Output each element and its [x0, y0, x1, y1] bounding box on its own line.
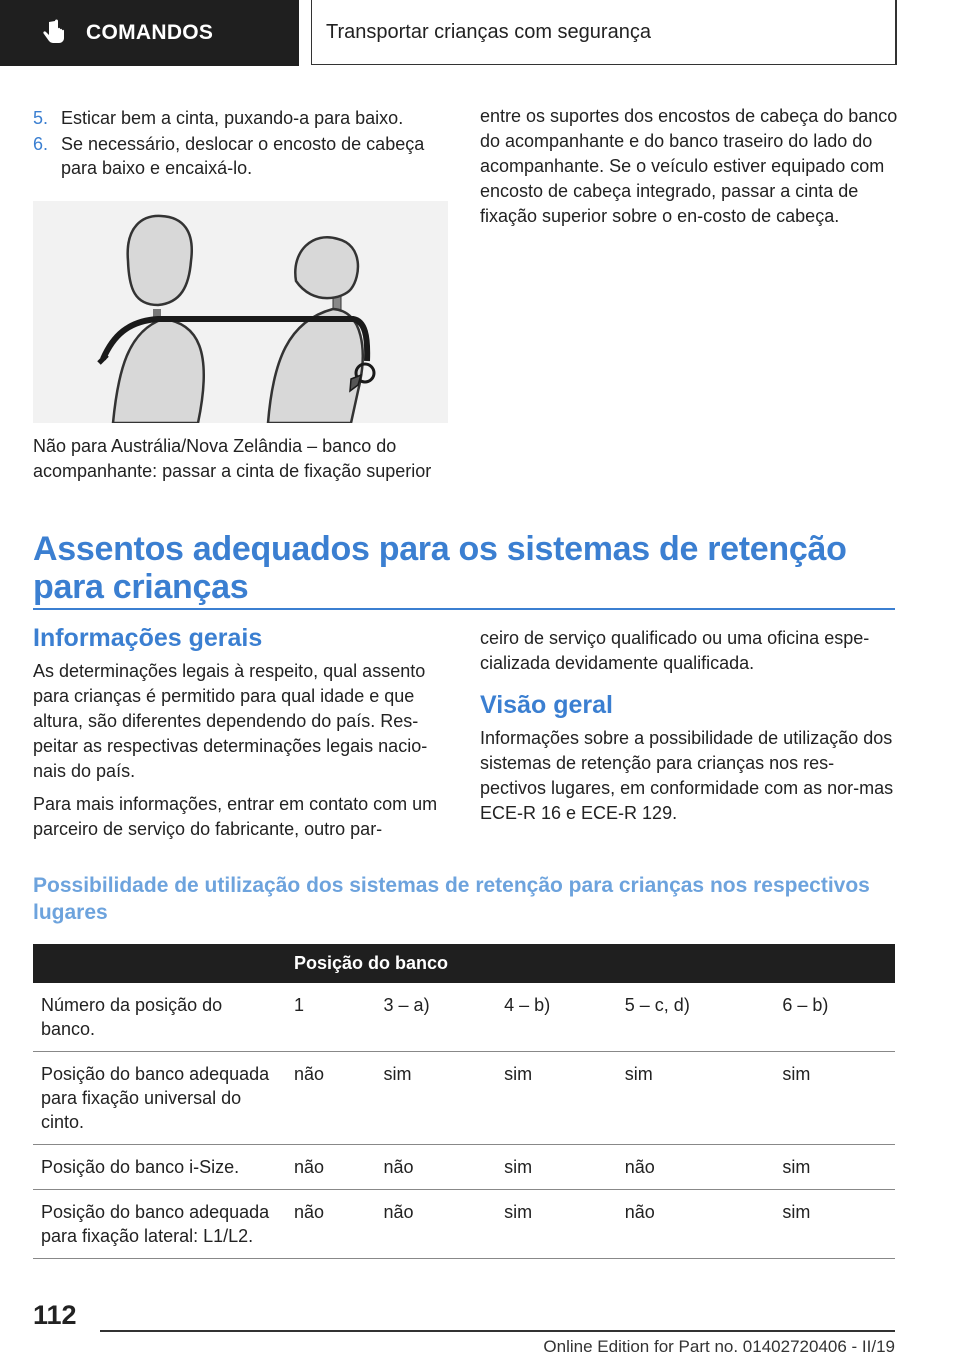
step-number: 6. [33, 134, 49, 154]
table-row [33, 1190, 895, 1259]
edition-footer: Online Edition for Part no. 01402720406 - II/19 [543, 1337, 895, 1356]
general-info-column [33, 623, 453, 850]
table-cell: não [286, 1052, 376, 1145]
table-heading: Possibilidade de utilização dos sistemas de retenção para crianças nos respectivos lugares [33, 874, 870, 924]
table-cell: sim [617, 1052, 775, 1145]
table-cell: não [286, 1145, 376, 1190]
contact-paragraph-continued: ceiro de serviço qualificado ou uma oficina espe-cializada devidamente qualificada. [480, 628, 870, 673]
chapter-title: Transportar crianças com segurança [326, 20, 651, 43]
table-row [33, 983, 895, 1052]
heading-divider [33, 608, 895, 610]
table-cell: sim [774, 1190, 895, 1259]
step-number: 5. [33, 108, 49, 128]
table-cell: 1 [286, 983, 376, 1052]
table-cell: Número da posição do banco. [33, 983, 286, 1052]
general-info-heading: Informações gerais [33, 624, 263, 652]
table-cell: 4 – b) [496, 983, 617, 1052]
table-cell: não [617, 1190, 775, 1259]
table-cell: sim [496, 1145, 617, 1190]
page-number: 112 [33, 1300, 77, 1330]
continued-text: entre os suportes dos encostos de cabeça do banco do acompanhante e do banco traseiro do lado do acompanhante. Se o veículo estiver equipado com encosto de cabeça integrado, passar a cinta de fixação superior sobre o en-costo de cabeça. [480, 106, 898, 226]
table-cell: não [376, 1145, 497, 1190]
step-text: Se necessário, deslocar o encosto de cabeça para baixo e encaixá-lo. [61, 134, 425, 178]
table-cell: sim [496, 1190, 617, 1259]
overview-column [480, 626, 900, 834]
table-cell: Posição do banco adequada para fixação universal do cinto. [33, 1052, 286, 1145]
table-cell: sim [496, 1052, 617, 1145]
table-cell: 6 – b) [774, 983, 895, 1052]
table-header-empty [33, 944, 286, 983]
contact-paragraph: Para mais informações, entrar em contato com um parceiro de serviço do fabricante, outro par- [33, 794, 438, 839]
table-cell: sim [376, 1052, 497, 1145]
table-cell: 5 – c, d) [617, 983, 775, 1052]
general-info-paragraph: As determinações legais à respeito, qual assento para crianças é permitido para qual idade e que altura, são diferentes dependendo do país. Res-peitar as respectivas determinações legais nacio-nais do país. [33, 661, 428, 781]
figure-caption: Não para Austrália/Nova Zelândia – banco do acompanhante: passar a cinta de fixação superior [33, 436, 432, 481]
list-item [33, 106, 453, 130]
headrest-strap-illustration [33, 201, 448, 423]
table-row [33, 1145, 895, 1190]
table-cell: Posição do banco i-Size. [33, 1145, 286, 1190]
table-cell: sim [774, 1052, 895, 1145]
steps-list [33, 106, 453, 182]
table-cell: não [286, 1190, 376, 1259]
table-cell: não [617, 1145, 775, 1190]
overview-paragraph: Informações sobre a possibilidade de utilização dos sistemas de retenção para crianças nos res-pectivos lugares, em conformidade com as nor-mas ECE-R 16 e ECE-R 129. [480, 728, 894, 823]
chapter-header [311, 0, 897, 65]
table-cell: sim [774, 1145, 895, 1190]
table-header-seat-position: Posição do banco [286, 944, 895, 983]
table-header-row [33, 944, 895, 983]
section-tab[interactable] [0, 0, 299, 66]
section-label: COMANDOS [86, 21, 214, 44]
hand-pointer-icon [40, 19, 68, 47]
section-heading: Assentos adequados para os sistemas de retenção para crianças [33, 530, 847, 606]
table-cell: 3 – a) [376, 983, 497, 1052]
table-cell: Posição do banco adequada para fixação lateral: L1/L2. [33, 1190, 286, 1259]
table-row [33, 1052, 895, 1145]
list-item [33, 132, 453, 180]
footer-divider [100, 1330, 895, 1332]
seat-position-table [33, 944, 895, 1259]
table-cell: não [376, 1190, 497, 1259]
overview-heading: Visão geral [480, 691, 613, 719]
step-text: Esticar bem a cinta, puxando-a para baixo. [61, 108, 404, 128]
